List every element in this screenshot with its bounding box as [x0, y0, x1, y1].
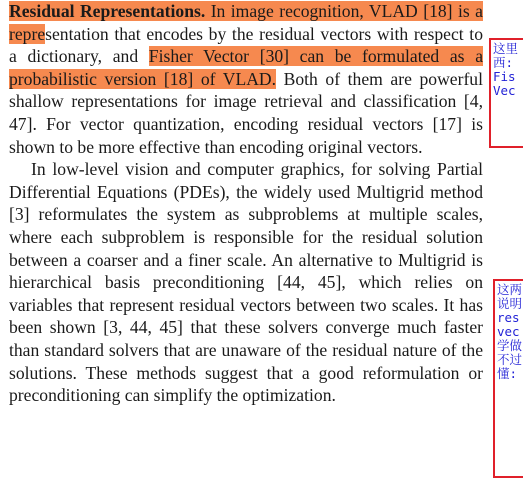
annotation-line: 这里 — [493, 41, 519, 56]
annotation-line: 学做 — [497, 338, 523, 353]
annotation-line: Vec — [493, 83, 516, 98]
text-segment: image recognition, VLAD [18] is a repre — [9, 1, 483, 44]
paper-text-column — [9, 0, 483, 407]
annotation-note[interactable] — [489, 38, 523, 148]
text-segment: In — [210, 1, 226, 21]
annotation-line: 不过 — [497, 352, 523, 367]
text-segment: Both of them are powerful shallow representations for image retrieval and classification [4, 47]. For vector quantization, encoding residual vectors [17] is shown to be more effective than encoding original vectors. — [9, 68, 483, 157]
annotation-line: 西: — [493, 55, 514, 70]
annotation-line: Fis — [493, 69, 516, 84]
annotation-line: 懂: — [497, 366, 518, 381]
annotation-note[interactable] — [493, 279, 523, 478]
annotation-line: 这两 — [497, 282, 523, 297]
text-segment: sentation that encodes by the residual vectors with respect to a dictionary, and — [9, 23, 483, 67]
annotation-line: vec — [497, 324, 520, 339]
annotation-line: 说明 — [497, 296, 523, 311]
annotation-line: res — [497, 310, 520, 325]
paragraph-low-level-vision — [9, 158, 483, 407]
highlighted-sentence-fisher-vector[interactable]: Fisher Vector [30] can be formulated as a probabilistic version [18] of VLAD. — [9, 46, 484, 89]
section-heading: Residual Representations. — [9, 1, 206, 21]
paragraph-residual-representations — [9, 0, 483, 158]
text-segment: In low-level vision and computer graphics, for solving Partial Differential Equations (PDEs), the widely used Multigrid method [3] reformulates the system as subproblems at multiple scales, where each subproblem is responsible for the residual solution between a coarser and a finer scale. An alternative to Multigrid is hierarchical basis preconditioning [44, 45], which relies on variables that represent residual vectors between two scales. It has been shown [3, 44, 45] that these solvers converge much faster than standard solvers that are unaware of the residual nature of the solutions. These methods suggest that a good reformulation or preconditioning can simplify the optimization. — [9, 159, 483, 406]
